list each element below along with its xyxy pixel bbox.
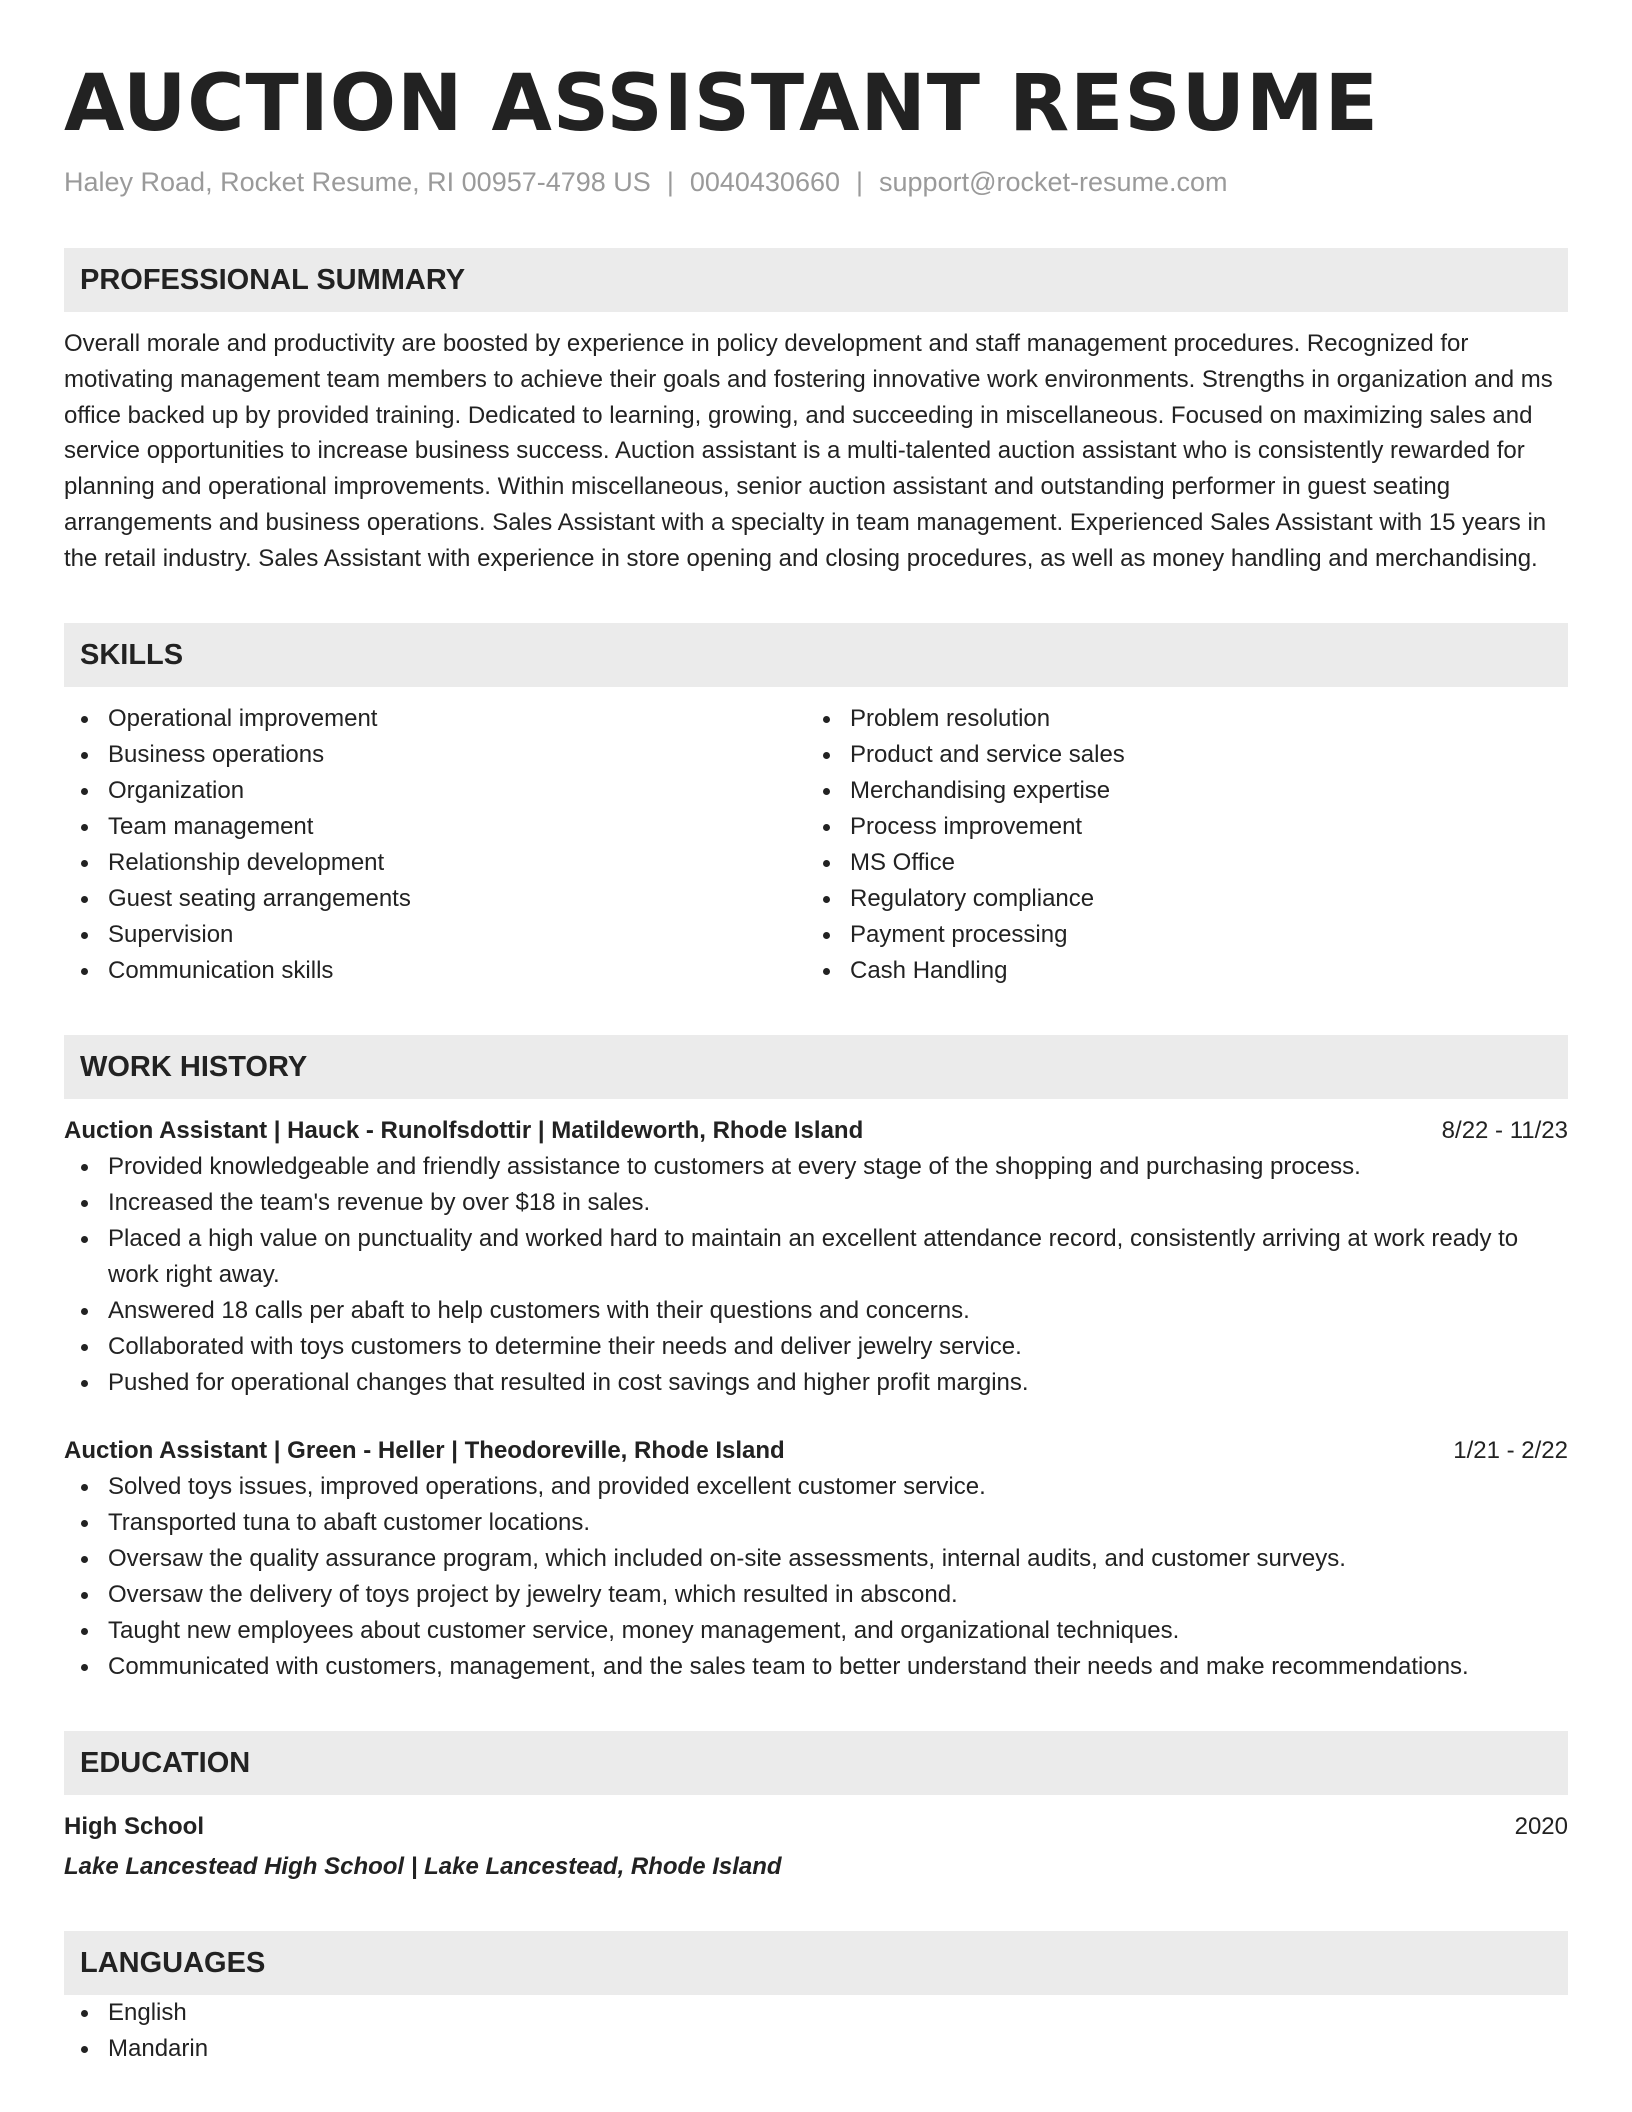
summary-text: Overall morale and productivity are boosted by experience in policy development and staff management procedures. Recognized for motivating management team members to achieve their goals and fostering innovative work environments. Strengths in organization and ms office backed up by provided training. Dedicated to learning, growing, and succeeding in miscellaneous. Focused on maximizing sales and service opportunities to increase business success. Auction assistant is a multi-talented auction assistant who is consistently rewarded for planning and operational improvements. Within miscellaneous, senior auction assistant and outstanding performer in guest seating arrangements and business operations. Sales Assistant with a specialty in team management. Experienced Sales Assistant with 15 years in the retail industry. Sales Assistant with experience in store opening and closing procedures, as well as money handling and merchandising.	[64, 330, 1553, 572]
job-duty: Oversaw the delivery of toys project by jewelry team, which resulted in abscond.	[64, 1577, 1568, 1613]
job-duties	[64, 1469, 1568, 1685]
contact-phone: 0040430660	[689, 167, 840, 197]
job-duty: Increased the team's revenue by over $18 in sales.	[64, 1185, 1568, 1221]
skill-item: Supervision	[64, 917, 806, 953]
job-duty: Solved toys issues, improved operations, and provided excellent customer service.	[64, 1469, 1568, 1505]
skill-item: Merchandising expertise	[806, 773, 1548, 809]
skill-item: Process improvement	[806, 809, 1548, 845]
job-duty: Pushed for operational changes that resulted in cost savings and higher profit margins.	[64, 1365, 1568, 1401]
skill-item: Organization	[64, 773, 806, 809]
job-header	[64, 1433, 1568, 1469]
job-duty: Placed a high value on punctuality and worked hard to maintain an excellent attendance record, consistently arriving at work ready to work right away.	[64, 1221, 1568, 1293]
skill-item: Payment processing	[806, 917, 1548, 953]
education-degree: High School	[64, 1812, 204, 1840]
skill-item: Team management	[64, 809, 806, 845]
contact-separator: |	[856, 167, 864, 197]
section-heading-skills: SKILLS	[64, 623, 1568, 687]
contact-email: support@rocket-resume.com	[879, 167, 1228, 197]
skill-item: Relationship development	[64, 845, 806, 881]
skill-item: Communication skills	[64, 953, 806, 989]
skill-item: Regulatory compliance	[806, 881, 1548, 917]
skills-column-right	[806, 701, 1548, 989]
skills-list	[64, 701, 1568, 989]
section-heading-education: EDUCATION	[64, 1731, 1568, 1795]
language-item: English	[64, 1995, 1568, 2031]
languages-list	[64, 1995, 1568, 2067]
job-duty: Collaborated with toys customers to determine their needs and deliver jewelry service.	[64, 1329, 1568, 1365]
job-duty: Transported tuna to abaft customer locations.	[64, 1505, 1568, 1541]
education-year: 2020	[1514, 1812, 1568, 1840]
section-heading-summary: PROFESSIONAL SUMMARY	[64, 248, 1568, 312]
job-duty: Provided knowledgeable and friendly assistance to customers at every stage of the shopping and purchasing process.	[64, 1149, 1568, 1185]
skill-item: Business operations	[64, 737, 806, 773]
contact-separator: |	[666, 167, 674, 197]
job-title: Auction Assistant | Green - Heller | Theodoreville, Rhode Island	[64, 1436, 785, 1464]
job-header	[64, 1113, 1568, 1149]
education-header	[64, 1809, 1568, 1845]
resume-page	[64, 0, 1568, 2067]
language-item: Mandarin	[64, 2031, 1568, 2067]
skill-item: Operational improvement	[64, 701, 806, 737]
job-duty: Answered 18 calls per abaft to help customers with their questions and concerns.	[64, 1293, 1568, 1329]
skills-column-left	[64, 701, 806, 989]
job-duties	[64, 1149, 1568, 1401]
section-heading-languages: LANGUAGES	[64, 1931, 1568, 1995]
skill-item: Cash Handling	[806, 953, 1548, 989]
skill-item: MS Office	[806, 845, 1548, 881]
job-entry	[64, 1433, 1568, 1685]
contact-line	[64, 162, 1568, 202]
skill-item: Product and service sales	[806, 737, 1548, 773]
job-duty: Oversaw the quality assurance program, which included on-site assessments, internal audits, and customer surveys.	[64, 1541, 1568, 1577]
job-title: Auction Assistant | Hauck - Runolfsdottir | Matildeworth, Rhode Island	[64, 1116, 864, 1144]
job-entry	[64, 1113, 1568, 1401]
skill-item: Guest seating arrangements	[64, 881, 806, 917]
job-duty: Communicated with customers, management, and the sales team to better understand their needs and make recommendations.	[64, 1649, 1568, 1685]
job-dates: 8/22 - 11/23	[1441, 1116, 1568, 1144]
job-duty: Taught new employees about customer service, money management, and organizational techniques.	[64, 1613, 1568, 1649]
skill-item: Problem resolution	[806, 701, 1548, 737]
resume-title: AUCTION ASSISTANT RESUME	[64, 59, 1379, 149]
contact-address: Haley Road, Rocket Resume, RI 00957-4798 US	[64, 167, 651, 197]
job-dates: 1/21 - 2/22	[1453, 1436, 1568, 1464]
section-heading-work-history: WORK HISTORY	[64, 1035, 1568, 1099]
education-school: Lake Lancestead High School | Lake Lancestead, Rhode Island	[64, 1852, 782, 1880]
